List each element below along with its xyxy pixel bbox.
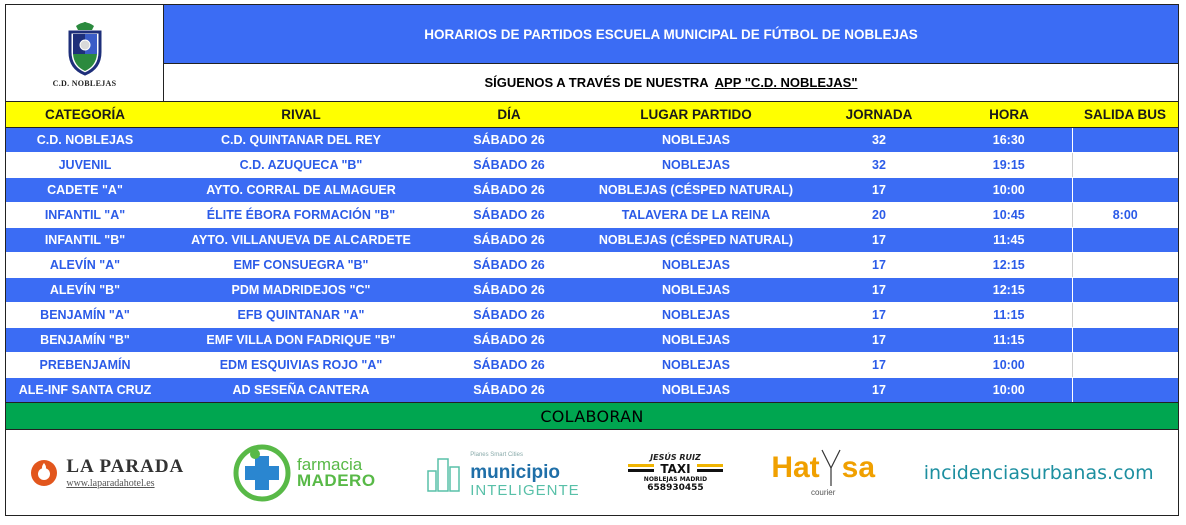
table-row [6, 127, 1178, 152]
venue-cell: NOBLEJAS (CÉSPED NATURAL) [580, 177, 812, 202]
taxi-stripes-left-icon [628, 462, 654, 476]
table-row [6, 152, 1178, 177]
farmacia-line1: farmacia [296, 454, 363, 474]
schedule-table [6, 102, 1178, 403]
category-cell: CADETE "A" [6, 177, 164, 202]
hatsa-name-right: sa [841, 451, 876, 484]
table-row [6, 352, 1178, 377]
municipio-line1: municipio [470, 461, 560, 483]
day-cell: SÁBADO 26 [438, 127, 580, 152]
rival-cell: C.D. AZUQUECA "B" [164, 152, 438, 177]
rival-cell: PDM MADRIDEJOS "C" [164, 277, 438, 302]
round-cell: 17 [812, 302, 946, 327]
hatsa-windmill-icon [820, 448, 842, 488]
day-cell: SÁBADO 26 [438, 327, 580, 352]
la-parada-logo-icon [30, 459, 58, 487]
bus-departure-cell [1072, 127, 1178, 152]
rival-cell: EMF CONSUEGRA "B" [164, 252, 438, 277]
column-header: CATEGORÍA [6, 102, 164, 127]
venue-cell: NOBLEJAS [580, 252, 812, 277]
day-cell: SÁBADO 26 [438, 152, 580, 177]
venue-cell: NOBLEJAS [580, 377, 812, 402]
sponsor-incidencias-urbanas[interactable] [924, 462, 1154, 484]
bus-departure-cell [1072, 277, 1178, 302]
sponsor-farmacia-madero[interactable] [233, 444, 376, 502]
column-header: LUGAR PARTIDO [580, 102, 812, 127]
bus-departure-cell [1072, 302, 1178, 327]
category-cell: C.D. NOBLEJAS [6, 127, 164, 152]
pharmacy-cross-icon [233, 444, 291, 502]
day-cell: SÁBADO 26 [438, 277, 580, 302]
venue-cell: NOBLEJAS [580, 327, 812, 352]
day-cell: SÁBADO 26 [438, 252, 580, 277]
table-row [6, 177, 1178, 202]
table-row [6, 302, 1178, 327]
rival-cell: EFB QUINTANAR "A" [164, 302, 438, 327]
day-cell: SÁBADO 26 [438, 302, 580, 327]
table-row [6, 202, 1178, 227]
bus-departure-cell [1072, 152, 1178, 177]
bus-departure-cell [1072, 327, 1178, 352]
hatsa-name-left: Hat [771, 451, 820, 484]
column-header: RIVAL [164, 102, 438, 127]
rival-cell: ÉLITE ÉBORA FORMACIÓN "B" [164, 202, 438, 227]
rival-cell: EDM ESQUIVIAS ROJO "A" [164, 352, 438, 377]
venue-cell: NOBLEJAS [580, 352, 812, 377]
sponsor-municipio-inteligente[interactable] [424, 446, 579, 500]
round-cell: 17 [812, 252, 946, 277]
category-cell: INFANTIL "A" [6, 202, 164, 227]
category-cell: BENJAMÍN "A" [6, 302, 164, 327]
city-buildings-icon [424, 453, 464, 493]
venue-cell: NOBLEJAS [580, 127, 812, 152]
table-row [6, 327, 1178, 352]
bus-departure-cell [1072, 227, 1178, 252]
day-cell: SÁBADO 26 [438, 227, 580, 252]
venue-cell: NOBLEJAS [580, 277, 812, 302]
venue-cell: NOBLEJAS [580, 302, 812, 327]
bus-departure-cell [1072, 377, 1178, 402]
day-cell: SÁBADO 26 [438, 377, 580, 402]
table-row [6, 377, 1178, 402]
time-cell: 11:45 [946, 227, 1072, 252]
rival-cell: AYTO. VILLANUEVA DE ALCARDETE [164, 227, 438, 252]
column-header: JORNADA [812, 102, 946, 127]
column-header: SALIDA BUS [1072, 102, 1178, 127]
round-cell: 20 [812, 202, 946, 227]
rival-cell: AD SESEÑA CANTERA [164, 377, 438, 402]
category-cell: ALE-INF SANTA CRUZ [6, 377, 164, 402]
page-title: HORARIOS DE PARTIDOS ESCUELA MUNICIPAL DE FÚTBOL DE NOBLEJAS [164, 5, 1178, 64]
hatsa-subtitle: courier [810, 488, 836, 497]
table-row [6, 227, 1178, 252]
club-crest-icon [62, 18, 108, 76]
column-header: DÍA [438, 102, 580, 127]
category-cell: ALEVÍN "B" [6, 277, 164, 302]
rival-cell: AYTO. CORRAL DE ALMAGUER [164, 177, 438, 202]
table-row [6, 277, 1178, 302]
taxi-stripes-right-icon [697, 462, 723, 476]
table-row [6, 252, 1178, 277]
rival-cell: EMF VILLA DON FADRIQUE "B" [164, 327, 438, 352]
time-cell: 11:15 [946, 302, 1072, 327]
farmacia-line2: MADERO [296, 470, 376, 490]
time-cell: 16:30 [946, 127, 1072, 152]
time-cell: 10:00 [946, 352, 1072, 377]
category-cell: INFANTIL "B" [6, 227, 164, 252]
round-cell: 32 [812, 127, 946, 152]
la-parada-web[interactable]: www.laparadahotel.es [66, 478, 155, 489]
municipio-line2: INTELIGENTE [470, 481, 580, 499]
day-cell: SÁBADO 26 [438, 202, 580, 227]
sponsor-la-parada[interactable] [30, 456, 184, 489]
schedule-sheet [5, 4, 1179, 516]
follow-text: SÍGUENOS A TRAVÉS DE NUESTRA [484, 75, 709, 90]
round-cell: 17 [812, 327, 946, 352]
time-cell: 12:15 [946, 252, 1072, 277]
taxi-location: NOBLEJAS MADRID [643, 475, 708, 483]
time-cell: 10:00 [946, 377, 1072, 402]
colaboran-banner: COLABORAN [6, 402, 1178, 430]
time-cell: 10:00 [946, 177, 1072, 202]
category-cell: PREBENJAMÍN [6, 352, 164, 377]
venue-cell: NOBLEJAS [580, 152, 812, 177]
incidencias-name: incidenciasurbanas.com [923, 461, 1154, 484]
bus-departure-cell [1072, 252, 1178, 277]
category-cell: BENJAMÍN "B" [6, 327, 164, 352]
day-cell: SÁBADO 26 [438, 352, 580, 377]
round-cell: 17 [812, 377, 946, 402]
taxi-phone[interactable]: 658930455 [647, 482, 704, 493]
la-parada-name: LA PARADA [66, 456, 185, 477]
table-header-row [6, 102, 1178, 127]
taxi-label: TAXI [654, 462, 696, 476]
round-cell: 17 [812, 227, 946, 252]
day-cell: SÁBADO 26 [438, 177, 580, 202]
category-cell: JUVENIL [6, 152, 164, 177]
follow-banner [164, 64, 1178, 102]
time-cell: 10:45 [946, 202, 1072, 227]
time-cell: 19:15 [946, 152, 1072, 177]
bus-departure-cell [1072, 177, 1178, 202]
club-name: C.D. NOBLEJAS [52, 79, 117, 88]
app-link[interactable]: APP "C.D. NOBLEJAS" [714, 75, 858, 90]
venue-cell: NOBLEJAS (CÉSPED NATURAL) [580, 227, 812, 252]
round-cell: 17 [812, 352, 946, 377]
column-header: HORA [946, 102, 1072, 127]
round-cell: 17 [812, 177, 946, 202]
venue-cell: TALAVERA DE LA REINA [580, 202, 812, 227]
category-cell: ALEVÍN "A" [6, 252, 164, 277]
sponsor-hatsa[interactable] [771, 448, 875, 497]
rival-cell: C.D. QUINTANAR DEL REY [164, 127, 438, 152]
club-logo-cell [6, 5, 164, 102]
bus-departure-cell: 8:00 [1072, 202, 1178, 227]
municipio-tagline: Planes Smart Cities [470, 451, 523, 458]
time-cell: 11:15 [946, 327, 1072, 352]
round-cell: 32 [812, 152, 946, 177]
sponsor-taxi-jesus-ruiz[interactable] [628, 453, 722, 493]
round-cell: 17 [812, 277, 946, 302]
taxi-owner: JESÚS RUIZ [650, 452, 701, 462]
bus-departure-cell [1072, 352, 1178, 377]
sponsors-strip [6, 430, 1178, 515]
time-cell: 12:15 [946, 277, 1072, 302]
